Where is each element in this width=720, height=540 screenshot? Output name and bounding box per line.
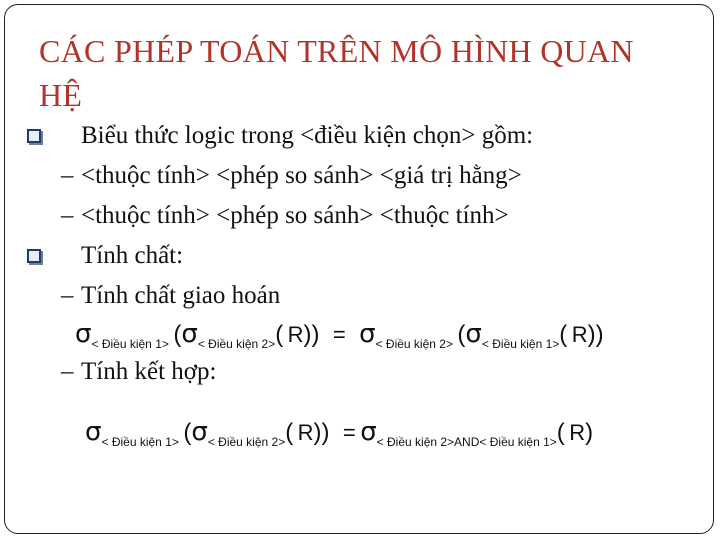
bullet-text-logic: Biểu thức logic trong <điều kiện chọn> gồm: — [81, 122, 534, 149]
sub-item-text: Tính chất giao hoán — [81, 282, 281, 309]
sigma-symbol: σ — [181, 319, 198, 349]
dash-icon: – — [61, 358, 74, 385]
slide-title: CÁC PHÉP TOÁN TRÊN MÔ HÌNH QUAN HỆ — [39, 33, 634, 113]
sigma-symbol: σ — [191, 417, 208, 447]
sigma-symbol: σ — [75, 319, 92, 349]
sub-item-text: Tính kết hợp: — [81, 358, 217, 385]
paren: ( — [285, 419, 294, 446]
dash-icon: – — [61, 282, 74, 309]
paren: )) — [313, 419, 330, 446]
square-bullet-icon — [27, 129, 41, 143]
sigma-symbol: σ — [359, 319, 376, 349]
sub-item-associative — [61, 357, 216, 387]
relation-r: R — [571, 322, 588, 347]
paren: ( — [173, 321, 182, 348]
slide — [4, 4, 714, 534]
sub-item-text: <thuộc tính> <phép so sánh> <thuộc tính> — [81, 202, 509, 229]
paren: ( — [275, 321, 284, 348]
sub-item-commutative — [61, 281, 280, 311]
square-bullet-icon — [27, 249, 41, 263]
paren: )) — [587, 321, 604, 348]
paren: ( — [559, 321, 568, 348]
condition-1: < Điều kiện 1> — [91, 337, 169, 351]
equals-sign: = — [332, 322, 346, 347]
relation-r: R — [569, 420, 586, 445]
sigma-symbol: σ — [465, 319, 482, 349]
equals-sign: = — [342, 420, 356, 445]
paren: )) — [303, 321, 320, 348]
paren: ( — [183, 419, 192, 446]
sub-item-text: <thuộc tính> <phép so sánh> <giá trị hằng> — [81, 162, 522, 189]
dash-icon: – — [61, 202, 74, 229]
commutative-formula — [75, 319, 604, 349]
bullet-text-properties: Tính chất: — [81, 242, 184, 269]
paren: ( — [556, 419, 565, 446]
relation-r: R — [287, 322, 304, 347]
sigma-symbol: σ — [360, 417, 377, 447]
sub-item-attribute — [61, 201, 509, 231]
condition-1: < Điều kiện 1> — [101, 435, 179, 449]
relation-r: R — [297, 420, 314, 445]
condition-1: < Điều kiện 1> — [481, 337, 560, 351]
dash-icon: – — [61, 162, 74, 189]
sigma-symbol: σ — [85, 417, 102, 447]
condition-2: < Điều kiện 2> — [375, 337, 453, 351]
condition-2: < Điều kiện 2> — [197, 337, 276, 351]
paren: ) — [585, 419, 594, 446]
condition-2: < Điều kiện 2> — [207, 435, 286, 449]
sub-item-constant — [61, 161, 522, 191]
associative-formula — [85, 417, 593, 447]
paren: ( — [457, 321, 466, 348]
condition-combined: < Điều kiện 2>AND< Điều kiện 1> — [376, 435, 557, 449]
